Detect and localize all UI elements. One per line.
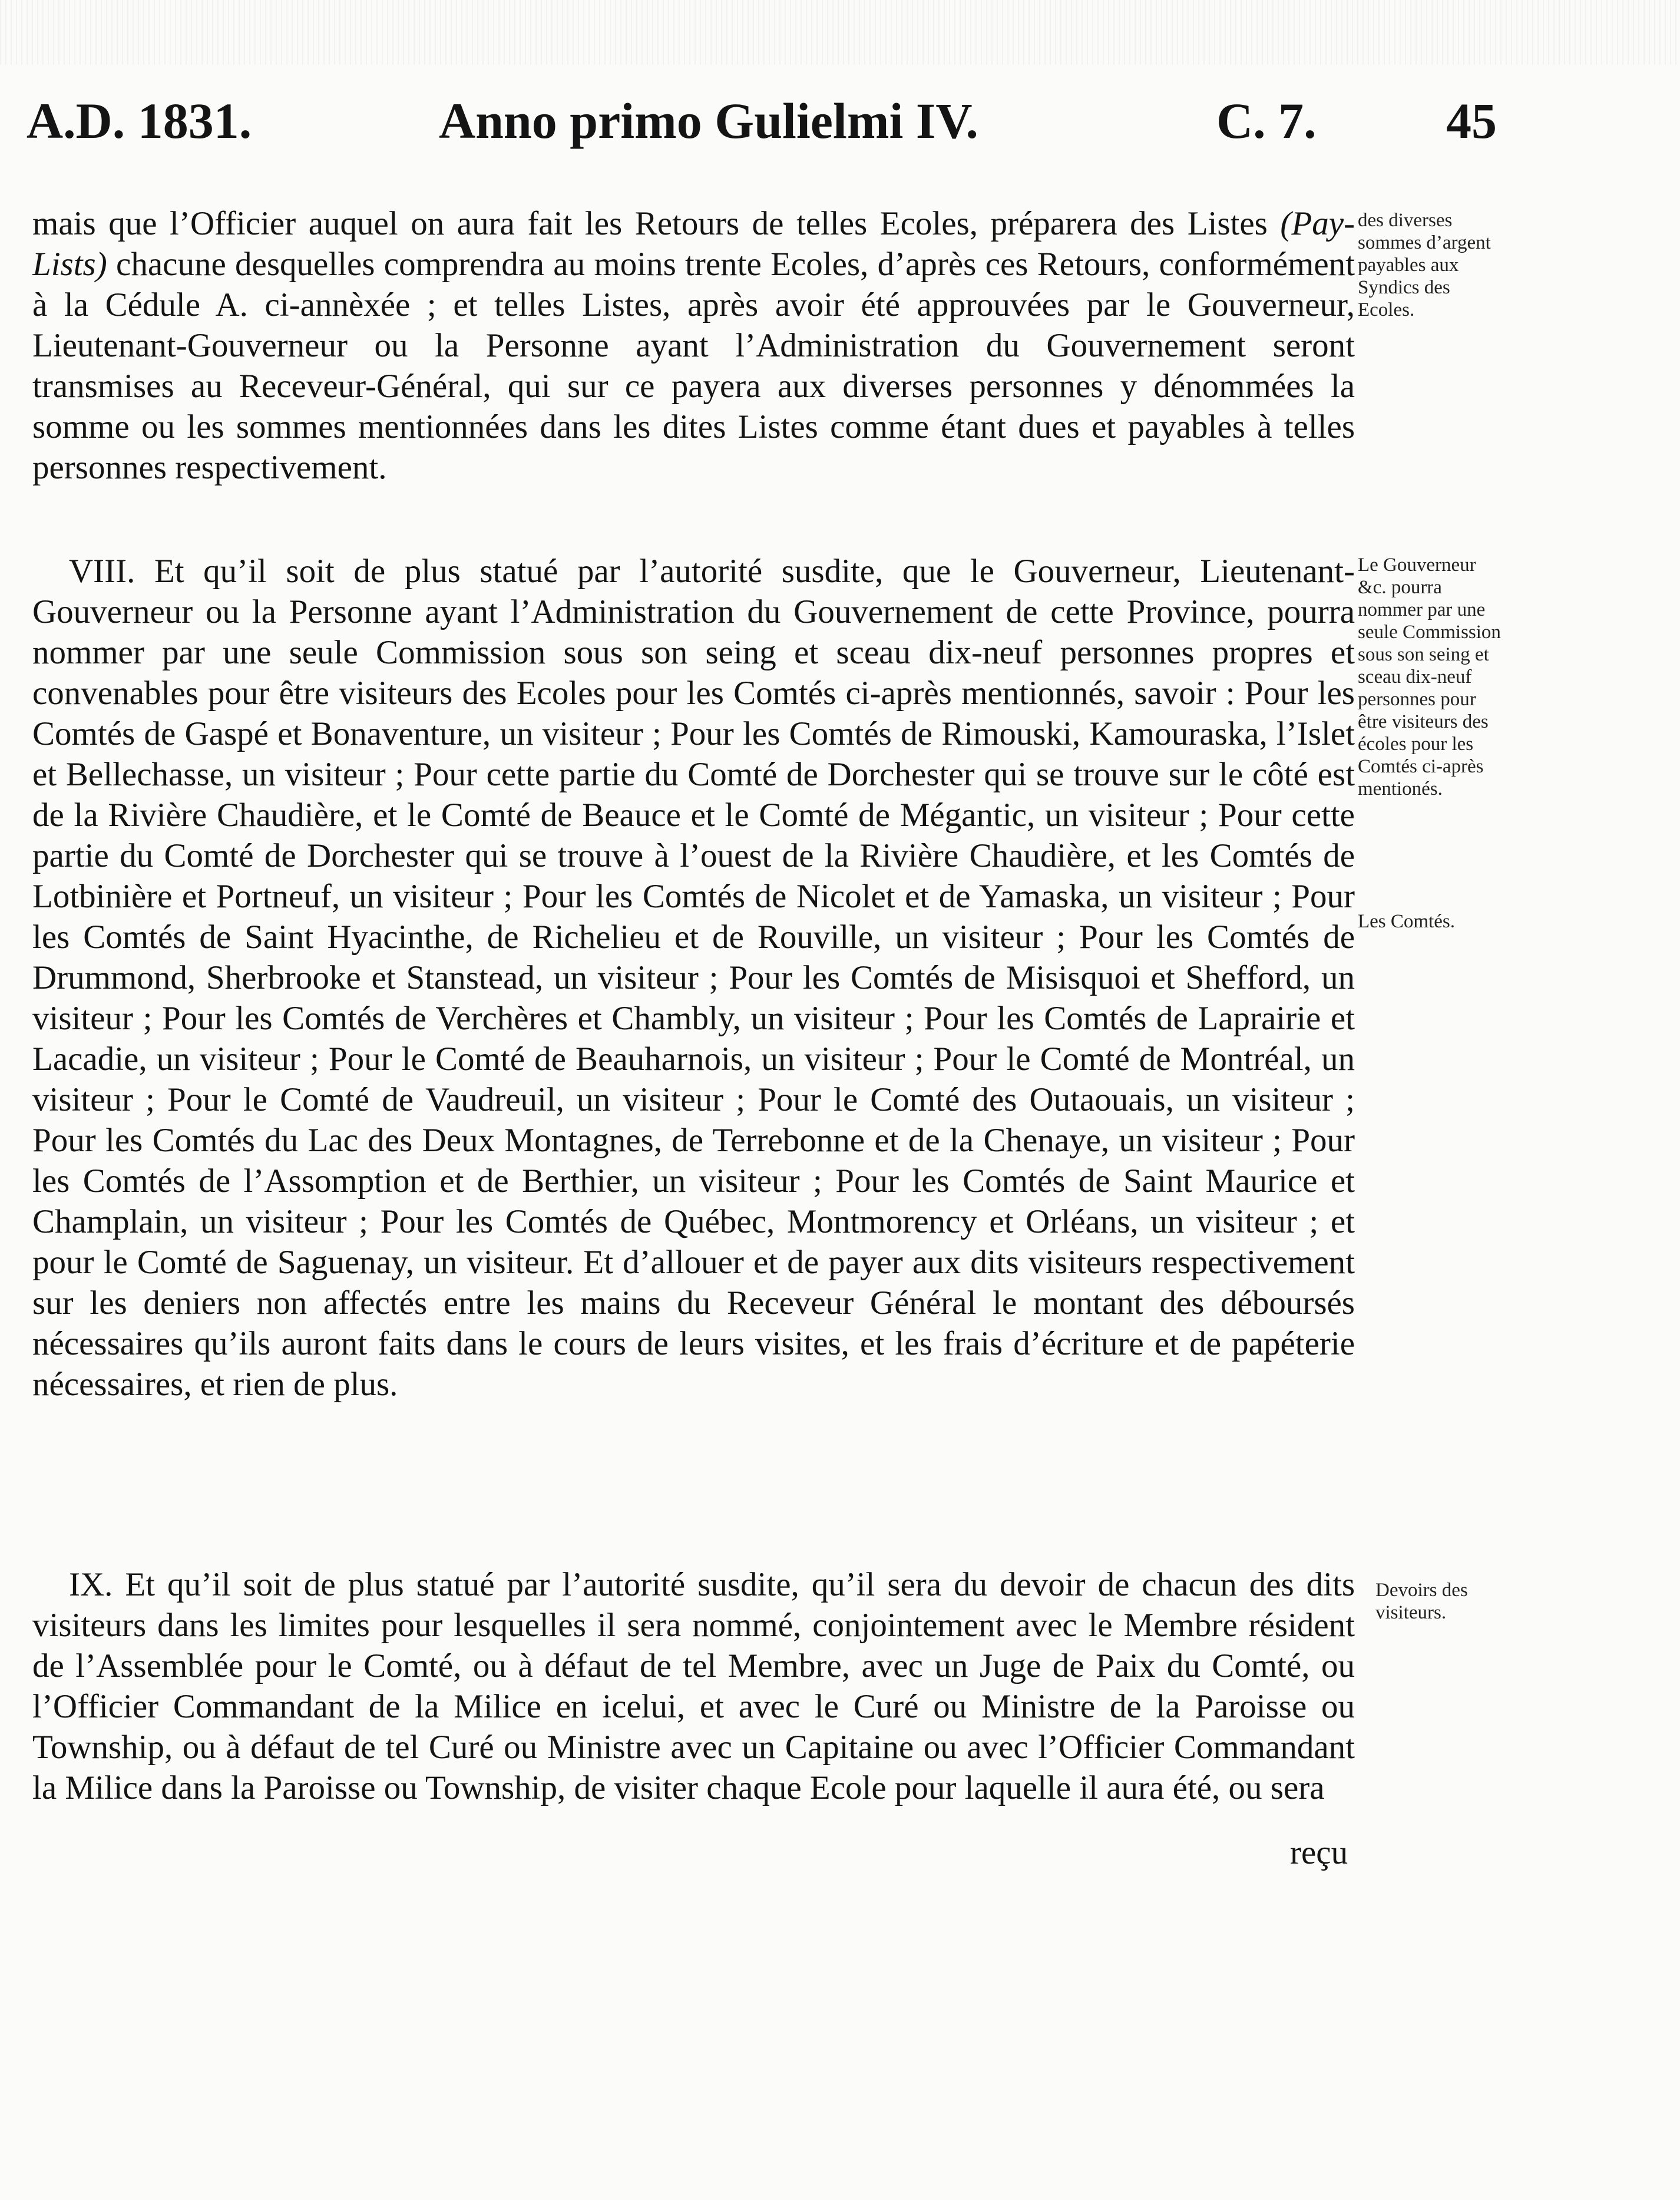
header-chapter: C. 7.: [1216, 93, 1317, 149]
header-year: A.D. 1831.: [27, 93, 252, 149]
margin-note-duties: Devoirs des visiteurs.: [1375, 1580, 1468, 1623]
header-title: Anno primo Gulielmi IV.: [439, 93, 978, 149]
scan-texture: [0, 0, 1680, 65]
paragraph: VIII. Et qu’il soit de plus statué par l’autorité susdite, que le Gouverneur, Lieutenant-Gouverneur ou la Personne ayant l’Administration du Gouvernement de cette Province, pourra nommer par une seule Commission sous son seing et sceau dix-neuf personnes propres et convenables pour être visiteurs des Ecoles pour les Comtés ci-après mentionnés, savoir : Pour les Comtés de Gaspé et Bonaventure, un visiteur ; Pour les Comtés de Rimouski, Kamouraska, l’Islet et Bellechasse, un visiteur ; Pour cette partie du Comté de Dorchester qui se trouve sur le côté est de la Rivière Chaudière, et le Comté de Beauce et le Comté de Mégantic, un visiteur ; Pour cette partie du Comté de Dorchester qui se trouve à l’ouest de la Rivière Chaudière, et les Comtés de Lotbinière et Portneuf, un visiteur ; Pour les Comtés de Nicolet et de Yamaska, un visiteur ; Pour les Comtés de Saint Hyacinthe, de Richelieu et de Rouville, un visiteur ; Pour les Comtés de Drummond, Sherbrooke et Stanstead, un visiteur ; Pour les Comtés de Misisquoi et Shefford, un visiteur ; Pour les Comtés de Verchères et Chambly, un visiteur ; Pour les Comtés de Laprairie et Lacadie, un visiteur ; Pour le Comté de Beauharnois, un visiteur ; Pour le Comté de Montréal, un visiteur ; Pour le Comté de Vaudreuil, un visiteur ; Pour le Comté des Outaouais, un visiteur ; Pour les Comtés du Lac des Deux Montagnes, de Terrebonne et de la Chenaye, un visiteur ; Pour les Comtés de l’Assomption et de Berthier, un visiteur ; Pour les Comtés de Saint Maurice et Champlain, un visiteur ; Pour les Comtés de Québec, Montmorency et Orléans, un visiteur ; et pour le Comté de Saguenay, un visiteur. Et d’allouer et de payer aux dits visiteurs respectivement sur les deniers non affectés entre les mains du Receveur Général le montant des déboursés nécessaires qu’ils auront faits dans le cours de leurs visites, et les frais d’écriture et de papéterie nécessaires, et rien de plus.: [32, 553, 1355, 1403]
paragraph: IX. Et qu’il soit de plus statué par l’autorité susdite, qu’il sera du devoir de chacun des dits visiteurs dans les limites pour lesquelles il sera nommé, conjointement avec le Membre résident de l’Assemblée pour le Comté, ou à défaut de tel Membre, avec un Juge de Paix du Comté, ou l’Officier Commandant de la Milice en icelui, et avec le Curé ou Ministre de la Paroisse ou Township, ou à défaut de tel Curé ou Ministre avec un Capitaine ou avec l’Officier Commandant la Milice dans la Paroisse ou Township, de visiter chaque Ecole pour laquelle il aura été, ou sera: [32, 1566, 1355, 1806]
section-ix: [32, 1564, 1355, 1808]
text-run: mais que l’Officier auquel on aura fait les Retours de telles Ecoles, préparera des Listes: [32, 205, 1281, 242]
catchword: reçu: [1290, 1834, 1348, 1871]
margin-note-counties: Les Comtés.: [1358, 911, 1455, 932]
italic-term: (Pay-Lists): [32, 205, 1355, 283]
margin-note-governor: Le Gouverneur &c. pourra nommer par une seule Commission sous son seing et sceau dix-neuf personnes pour être visiteurs des écoles pour les Comtés ci-après mentionés.: [1358, 554, 1501, 800]
section-continuation: [32, 203, 1355, 488]
section-viii: [32, 551, 1355, 1405]
running-header: [0, 88, 1680, 153]
text-run: chacune desquelles comprendra au moins trente Ecoles, d’après ces Retours, conformément à la Cédule A. ci-annèxée ; et telles Listes, après avoir été approuvées par le Gouverneur, Lieutenant-Gouverneur ou la Personne ayant l’Administration du Gouvernement seront transmises au Receveur-Général, qui sur ce payera aux diverses personnes y dénommées la somme ou les sommes mentionnées dans les dites Listes comme étant dues et payables à telles personnes respectivement.: [32, 246, 1355, 486]
page-number: 45: [1446, 93, 1497, 149]
margin-note-payment: des diverses sommes d’argent payables aux Syndics des Ecoles.: [1358, 210, 1491, 321]
paragraph: [32, 203, 1355, 488]
